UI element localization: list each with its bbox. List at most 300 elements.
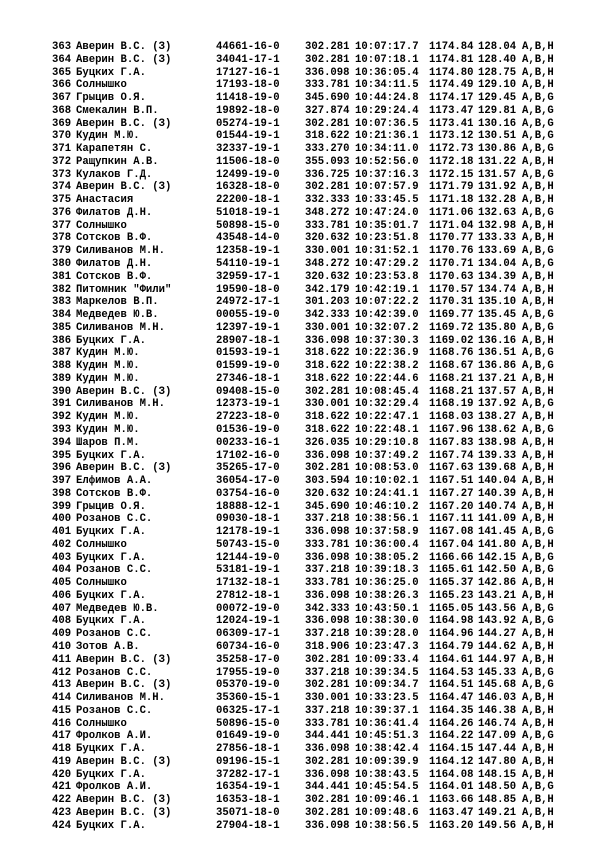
table-row (0, 577, 600, 590)
speed: 1164.96 (429, 628, 474, 641)
arrival-time: 10:34:11.0 (355, 143, 419, 156)
speed: 1167.27 (429, 487, 474, 500)
distance: 333.270 (305, 143, 350, 156)
fancier-name: Сотсков В.Ф. (76, 487, 153, 500)
table-row (0, 232, 600, 245)
points: 131.57 (478, 168, 517, 181)
flags: A,B,G (522, 206, 554, 219)
distance: 336.098 (305, 551, 350, 564)
fancier-name: Аверин В.С. (З) (76, 181, 172, 194)
arrival-time: 10:22:38.2 (355, 360, 419, 373)
speed: 1172.15 (429, 168, 474, 181)
place-number: 409 (52, 628, 72, 641)
place-number: 394 (52, 436, 72, 449)
place-number: 414 (52, 692, 72, 705)
table-row (0, 705, 600, 718)
arrival-time: 10:21:36.1 (355, 130, 419, 143)
flags: A,B,H (522, 53, 554, 66)
table-row (0, 641, 600, 654)
distance: 336.098 (305, 526, 350, 539)
points: 132.98 (478, 219, 517, 232)
table-row (0, 807, 600, 820)
distance: 318.906 (305, 640, 350, 653)
arrival-time: 10:46:10.2 (355, 500, 419, 513)
points: 144.27 (478, 628, 517, 641)
points: 143.56 (478, 602, 517, 615)
table-row (0, 424, 600, 437)
flags: A,B,G (522, 309, 554, 322)
table-row (0, 271, 600, 284)
points: 149.21 (478, 806, 517, 819)
table-row (0, 347, 600, 360)
fancier-name: Фролков А.И. (76, 730, 153, 743)
fancier-name: Аверин В.С. (З) (76, 462, 172, 475)
fancier-name: Буцких Г.А. (76, 526, 146, 539)
fancier-name: Смекалин В.П. (76, 104, 159, 117)
ring-number: 60734-16-0 (216, 640, 280, 653)
place-number: 369 (52, 117, 72, 130)
fancier-name: Кудин М.Ю. (76, 372, 140, 385)
speed: 1171.06 (429, 206, 474, 219)
fancier-name: Сотсков В.Ф. (76, 232, 153, 245)
flags: A,B,H (522, 270, 554, 283)
flags: A,B,G (522, 615, 554, 628)
table-row (0, 181, 600, 194)
flags: A,B,G (522, 730, 554, 743)
fancier-name: Буцких Г.А. (76, 768, 146, 781)
distance: 318.622 (305, 423, 350, 436)
flags: A,B,H (522, 436, 554, 449)
fancier-name: Кудин М.Ю. (76, 423, 140, 436)
place-number: 372 (52, 155, 72, 168)
place-number: 385 (52, 321, 72, 334)
arrival-time: 10:33:45.5 (355, 194, 419, 207)
table-row (0, 322, 600, 335)
arrival-time: 10:38:43.5 (355, 768, 419, 781)
fancier-name: Аверин В.С. (З) (76, 806, 172, 819)
table-row (0, 718, 600, 731)
ring-number: 28907-18-1 (216, 334, 280, 347)
speed: 1164.98 (429, 615, 474, 628)
fancier-name: Аверин В.С. (З) (76, 755, 172, 768)
table-row (0, 207, 600, 220)
distance: 344.441 (305, 781, 350, 794)
points: 135.45 (478, 309, 517, 322)
speed: 1174.17 (429, 92, 474, 105)
arrival-time: 10:22:36.9 (355, 347, 419, 360)
speed: 1170.77 (429, 232, 474, 245)
speed: 1174.80 (429, 66, 474, 79)
arrival-time: 10:09:33.4 (355, 653, 419, 666)
place-number: 404 (52, 564, 72, 577)
ring-number: 27856-18-1 (216, 743, 280, 756)
speed: 1167.96 (429, 423, 474, 436)
arrival-time: 10:07:57.9 (355, 181, 419, 194)
place-number: 416 (52, 717, 72, 730)
points: 133.69 (478, 245, 517, 258)
speed: 1169.72 (429, 321, 474, 334)
arrival-time: 10:37:49.2 (355, 449, 419, 462)
speed: 1171.18 (429, 194, 474, 207)
distance: 318.622 (305, 372, 350, 385)
table-row (0, 820, 600, 833)
points: 132.28 (478, 194, 517, 207)
fancier-name: Кудин М.Ю. (76, 360, 140, 373)
flags: A,B,H (522, 628, 554, 641)
speed: 1168.03 (429, 411, 474, 424)
flags: A,B,H (522, 79, 554, 92)
arrival-time: 10:24:41.1 (355, 487, 419, 500)
distance: 333.781 (305, 79, 350, 92)
table-row (0, 552, 600, 565)
speed: 1170.71 (429, 258, 474, 271)
ring-number: 19590-18-0 (216, 283, 280, 296)
place-number: 384 (52, 309, 72, 322)
flags: A,B,H (522, 577, 554, 590)
distance: 337.218 (305, 513, 350, 526)
fancier-name: Филатов Д.Н. (76, 206, 153, 219)
distance: 320.632 (305, 232, 350, 245)
distance: 337.218 (305, 704, 350, 717)
place-number: 413 (52, 679, 72, 692)
ring-number: 12144-19-0 (216, 551, 280, 564)
speed: 1168.21 (429, 385, 474, 398)
speed: 1167.51 (429, 475, 474, 488)
flags: A,B,H (522, 219, 554, 232)
ring-number: 27812-18-1 (216, 589, 280, 602)
table-row (0, 143, 600, 156)
points: 132.63 (478, 206, 517, 219)
points: 148.85 (478, 794, 517, 807)
points: 142.86 (478, 577, 517, 590)
table-row (0, 628, 600, 641)
flags: A,B,H (522, 538, 554, 551)
place-number: 420 (52, 768, 72, 781)
table-row (0, 679, 600, 692)
distance: 344.441 (305, 730, 350, 743)
flags: A,B,H (522, 513, 554, 526)
place-number: 407 (52, 602, 72, 615)
points: 146.74 (478, 717, 517, 730)
table-row (0, 79, 600, 92)
points: 139.33 (478, 449, 517, 462)
ring-number: 22200-18-1 (216, 194, 280, 207)
speed: 1168.67 (429, 360, 474, 373)
place-number: 379 (52, 245, 72, 258)
ring-number: 17193-18-0 (216, 79, 280, 92)
speed: 1164.08 (429, 768, 474, 781)
arrival-time: 10:42:19.1 (355, 283, 419, 296)
arrival-time: 10:32:29.4 (355, 398, 419, 411)
arrival-time: 10:07:36.5 (355, 117, 419, 130)
speed: 1167.08 (429, 526, 474, 539)
place-number: 377 (52, 219, 72, 232)
speed: 1170.63 (429, 270, 474, 283)
arrival-time: 10:07:22.2 (355, 296, 419, 309)
ring-number: 12024-19-1 (216, 615, 280, 628)
distance: 345.690 (305, 92, 350, 105)
ring-number: 12397-19-1 (216, 321, 280, 334)
speed: 1174.81 (429, 53, 474, 66)
distance: 336.098 (305, 589, 350, 602)
fancier-name: Солнышко (76, 538, 127, 551)
table-row (0, 462, 600, 475)
place-number: 366 (52, 79, 72, 92)
flags: A,B,H (522, 794, 554, 807)
fancier-name: Ращупкин А.В. (76, 155, 159, 168)
arrival-time: 10:34:11.5 (355, 79, 419, 92)
speed: 1163.47 (429, 806, 474, 819)
ring-number: 35258-17-0 (216, 653, 280, 666)
table-row (0, 794, 600, 807)
flags: A,B,G (522, 781, 554, 794)
place-number: 378 (52, 232, 72, 245)
ring-number: 19892-18-0 (216, 104, 280, 117)
arrival-time: 10:52:56.0 (355, 155, 419, 168)
distance: 320.632 (305, 270, 350, 283)
place-number: 381 (52, 270, 72, 283)
flags: A,B,H (522, 755, 554, 768)
fancier-name: Грыцив О.Я. (76, 500, 146, 513)
arrival-time: 10:22:48.1 (355, 423, 419, 436)
points: 138.98 (478, 436, 517, 449)
fancier-name: Аверин В.С. (З) (76, 53, 172, 66)
arrival-time: 10:38:30.0 (355, 615, 419, 628)
table-row (0, 296, 600, 309)
distance: 302.281 (305, 794, 350, 807)
table-row (0, 501, 600, 514)
points: 143.21 (478, 589, 517, 602)
place-number: 396 (52, 462, 72, 475)
distance: 333.781 (305, 538, 350, 551)
table-row (0, 105, 600, 118)
ring-number: 16328-18-0 (216, 181, 280, 194)
distance: 336.098 (305, 334, 350, 347)
ring-number: 32959-17-1 (216, 270, 280, 283)
ring-number: 51018-19-1 (216, 206, 280, 219)
distance: 318.622 (305, 411, 350, 424)
results-table (0, 41, 600, 832)
place-number: 365 (52, 66, 72, 79)
table-row (0, 156, 600, 169)
ring-number: 27904-18-1 (216, 819, 280, 832)
place-number: 410 (52, 640, 72, 653)
ring-number: 27346-18-1 (216, 372, 280, 385)
table-row (0, 654, 600, 667)
distance: 330.001 (305, 692, 350, 705)
flags: A,B,H (522, 66, 554, 79)
fancier-name: Питомник "Фили" (76, 283, 172, 296)
speed: 1167.63 (429, 462, 474, 475)
arrival-time: 10:45:51.3 (355, 730, 419, 743)
place-number: 398 (52, 487, 72, 500)
fancier-name: Розанов С.С. (76, 513, 153, 526)
ring-number: 53181-19-1 (216, 564, 280, 577)
speed: 1170.57 (429, 283, 474, 296)
fancier-name: Буцких Г.А. (76, 66, 146, 79)
fancier-name: Маркелов В.П. (76, 296, 159, 309)
ring-number: 09030-18-1 (216, 513, 280, 526)
fancier-name: Розанов С.С. (76, 704, 153, 717)
distance: 336.098 (305, 449, 350, 462)
points: 143.92 (478, 615, 517, 628)
table-row (0, 130, 600, 143)
place-number: 389 (52, 372, 72, 385)
fancier-name: Кулаков Г.Д. (76, 168, 153, 181)
fancier-name: Кудин М.Ю. (76, 347, 140, 360)
place-number: 405 (52, 577, 72, 590)
distance: 302.281 (305, 806, 350, 819)
flags: A,B,H (522, 411, 554, 424)
arrival-time: 10:08:45.4 (355, 385, 419, 398)
table-row (0, 245, 600, 258)
points: 130.86 (478, 143, 517, 156)
flags: A,B,H (522, 640, 554, 653)
flags: A,B,H (522, 41, 554, 53)
fancier-name: Солнышко (76, 577, 127, 590)
points: 135.10 (478, 296, 517, 309)
arrival-time: 10:36:41.4 (355, 717, 419, 730)
arrival-time: 10:42:39.0 (355, 309, 419, 322)
distance: 336.098 (305, 66, 350, 79)
distance: 318.622 (305, 360, 350, 373)
points: 134.04 (478, 258, 517, 271)
flags: A,B,G (522, 104, 554, 117)
table-row (0, 309, 600, 322)
flags: A,B,H (522, 768, 554, 781)
table-row (0, 118, 600, 131)
table-row (0, 258, 600, 271)
ring-number: 17955-19-0 (216, 666, 280, 679)
place-number: 387 (52, 347, 72, 360)
fancier-name: Силиванов М.Н. (76, 692, 166, 705)
points: 140.39 (478, 487, 517, 500)
table-row (0, 769, 600, 782)
points: 145.68 (478, 679, 517, 692)
speed: 1173.41 (429, 117, 474, 130)
distance: 301.203 (305, 296, 350, 309)
arrival-time: 10:07:18.1 (355, 53, 419, 66)
ring-number: 27223-18-0 (216, 411, 280, 424)
fancier-name: Буцких Г.А. (76, 551, 146, 564)
place-number: 393 (52, 423, 72, 436)
ring-number: 12373-19-1 (216, 398, 280, 411)
points: 128.04 (478, 41, 517, 53)
place-number: 403 (52, 551, 72, 564)
arrival-time: 10:37:58.9 (355, 526, 419, 539)
ring-number: 03754-16-0 (216, 487, 280, 500)
distance: 355.093 (305, 155, 350, 168)
distance: 302.281 (305, 679, 350, 692)
fancier-name: Сотсков В.Ф. (76, 270, 153, 283)
place-number: 419 (52, 755, 72, 768)
fancier-name: Силиванов М.Н. (76, 321, 166, 334)
ring-number: 17127-16-1 (216, 66, 280, 79)
flags: A,B,G (522, 679, 554, 692)
place-number: 406 (52, 589, 72, 602)
ring-number: 24972-17-1 (216, 296, 280, 309)
flags: A,B,H (522, 372, 554, 385)
table-row (0, 526, 600, 539)
points: 133.33 (478, 232, 517, 245)
distance: 327.874 (305, 104, 350, 117)
flags: A,B,G (522, 117, 554, 130)
table-row (0, 615, 600, 628)
points: 130.51 (478, 130, 517, 143)
fancier-name: Аверин В.С. (З) (76, 385, 172, 398)
fancier-name: Анастасия (76, 194, 134, 207)
arrival-time: 10:23:47.3 (355, 640, 419, 653)
flags: A,B,G (522, 321, 554, 334)
flags: A,B,G (522, 258, 554, 271)
flags: A,B,G (522, 143, 554, 156)
speed: 1163.66 (429, 794, 474, 807)
fancier-name: Фролков А.И. (76, 781, 153, 794)
place-number: 374 (52, 181, 72, 194)
points: 130.16 (478, 117, 517, 130)
points: 137.92 (478, 398, 517, 411)
arrival-time: 10:29:10.8 (355, 436, 419, 449)
ring-number: 17132-18-1 (216, 577, 280, 590)
ring-number: 34041-17-1 (216, 53, 280, 66)
distance: 336.098 (305, 743, 350, 756)
flags: A,B,H (522, 296, 554, 309)
ring-number: 09196-15-1 (216, 755, 280, 768)
place-number: 391 (52, 398, 72, 411)
points: 144.97 (478, 653, 517, 666)
distance: 336.725 (305, 168, 350, 181)
table-row (0, 781, 600, 794)
arrival-time: 10:36:00.4 (355, 538, 419, 551)
ring-number: 50743-15-0 (216, 538, 280, 551)
speed: 1164.61 (429, 653, 474, 666)
arrival-time: 10:39:37.1 (355, 704, 419, 717)
place-number: 408 (52, 615, 72, 628)
arrival-time: 10:22:44.6 (355, 372, 419, 385)
points: 129.10 (478, 79, 517, 92)
table-row (0, 386, 600, 399)
fancier-name: Солнышко (76, 79, 127, 92)
speed: 1165.05 (429, 602, 474, 615)
ring-number: 01599-19-0 (216, 360, 280, 373)
place-number: 364 (52, 53, 72, 66)
speed: 1168.19 (429, 398, 474, 411)
fancier-name: Аверин В.С. (З) (76, 653, 172, 666)
speed: 1164.53 (429, 666, 474, 679)
ring-number: 01593-19-1 (216, 347, 280, 360)
ring-number: 35265-17-0 (216, 462, 280, 475)
distance: 342.333 (305, 309, 350, 322)
distance: 302.281 (305, 462, 350, 475)
fancier-name: Розанов С.С. (76, 628, 153, 641)
points: 136.16 (478, 334, 517, 347)
speed: 1164.12 (429, 755, 474, 768)
place-number: 375 (52, 194, 72, 207)
table-row (0, 411, 600, 424)
flags: A,B,H (522, 475, 554, 488)
flags: A,B,G (522, 360, 554, 373)
fancier-name: Аверин В.С. (З) (76, 794, 172, 807)
flags: A,B,H (522, 487, 554, 500)
ring-number: 06325-17-1 (216, 704, 280, 717)
speed: 1164.01 (429, 781, 474, 794)
points: 148.15 (478, 768, 517, 781)
fancier-name: Аверин В.С. (З) (76, 41, 172, 53)
ring-number: 01536-19-0 (216, 423, 280, 436)
speed: 1164.15 (429, 743, 474, 756)
fancier-name: Силиванов М.Н. (76, 398, 166, 411)
fancier-name: Медведев Ю.В. (76, 602, 159, 615)
